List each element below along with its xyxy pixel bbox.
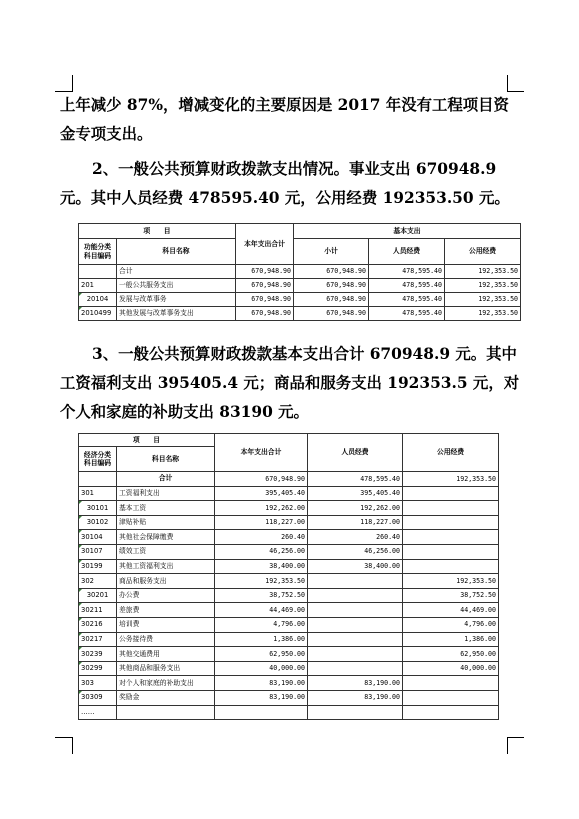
table-row: [79, 632, 499, 647]
cell-name: 发展与改革事务: [117, 293, 236, 307]
cell-total: 1,386.00: [215, 632, 308, 647]
cell-name: 奖励金: [117, 690, 215, 705]
cell-code: 20104: [79, 293, 117, 307]
header-personnel: 人员经费: [369, 239, 445, 265]
cell-personnel: 38,400.00: [308, 559, 403, 574]
crop-mark-bottom-right-h: [507, 737, 524, 738]
cell-personnel: 118,227.00: [308, 515, 403, 530]
cell-total: 44,469.00: [215, 603, 308, 618]
text-line: 2、一般公共预算财政拨款支出情况。事业支出 670948.9: [92, 160, 497, 178]
header-project: 项 目: [79, 434, 215, 447]
table-row: [79, 265, 521, 279]
cell-personnel: 478,595.40: [369, 279, 445, 293]
cell-total: 395,405.40: [215, 486, 308, 501]
cell-total: 192,262.00: [215, 501, 308, 516]
cell-public: 38,752.50: [403, 588, 499, 603]
cell-total: 83,190.00: [215, 690, 308, 705]
table-row: [79, 574, 499, 589]
cell-subtotal: 670,948.90: [294, 279, 369, 293]
cell-public: 192,353.50: [445, 265, 521, 279]
table-row: [79, 279, 521, 293]
cell-code: [79, 472, 117, 487]
cell-name: 合计: [117, 265, 236, 279]
functional-expenditure-table: [78, 223, 521, 321]
cell-name: 工资福利支出: [117, 486, 215, 501]
cell-name: 其他商品和服务支出: [117, 661, 215, 676]
cell-code: 30101: [79, 501, 117, 516]
header-name: 科目名称: [117, 239, 236, 265]
cell-personnel: [308, 647, 403, 662]
cell-total: 4,796.00: [215, 617, 308, 632]
cell-public: [403, 559, 499, 574]
cell-code: 30211: [79, 603, 117, 618]
cell-code: ……: [79, 705, 117, 720]
economic-expenditure-table: [78, 433, 499, 720]
crop-mark-bottom-left-v: [72, 737, 73, 754]
table-row: [79, 588, 499, 603]
header-code: 经济分类 科目编码: [79, 447, 117, 472]
cell-personnel: [308, 588, 403, 603]
cell-public: [403, 501, 499, 516]
cell-total: 670,948.90: [236, 293, 294, 307]
cell-name: 津贴补贴: [117, 515, 215, 530]
cell-code: 30201: [79, 588, 117, 603]
cell-personnel: [308, 705, 403, 720]
header-total: 本年支出合计: [215, 434, 308, 472]
cell-name: 合计: [117, 472, 215, 487]
header-name: 科目名称: [117, 447, 215, 472]
cell-public: [403, 530, 499, 545]
cell-personnel: 260.40: [308, 530, 403, 545]
cell-code: 30217: [79, 632, 117, 647]
cell-public: [403, 705, 499, 720]
paragraph-expenditure-summary: [60, 155, 520, 213]
cell-name: 商品和服务支出: [117, 574, 215, 589]
cell-public: 192,353.50: [403, 472, 499, 487]
header-code: 功能分类 科目编码: [79, 239, 117, 265]
cell-code: 2010499: [79, 307, 117, 321]
cell-code: 30107: [79, 544, 117, 559]
paragraph-decrease-reason: [60, 91, 520, 149]
table-row: [79, 676, 499, 691]
text-line: 元。其中人员经费 478595.40 元，公用经费 192353.50 元。: [60, 189, 510, 207]
cell-total: 670,948.90: [236, 307, 294, 321]
cell-personnel: 478,595.40: [308, 472, 403, 487]
cell-total: 46,256.00: [215, 544, 308, 559]
cell-total: 83,190.00: [215, 676, 308, 691]
cell-public: [403, 515, 499, 530]
cell-total: 62,950.00: [215, 647, 308, 662]
cell-personnel: 192,262.00: [308, 501, 403, 516]
cell-code: 30199: [79, 559, 117, 574]
cell-total: 38,400.00: [215, 559, 308, 574]
cell-public: 192,353.50: [445, 279, 521, 293]
table-row: [79, 486, 499, 501]
paragraph-basic-expenditure: [60, 340, 520, 427]
cell-public: 1,386.00: [403, 632, 499, 647]
header-subtotal: 小计: [294, 239, 369, 265]
cell-personnel: [308, 632, 403, 647]
cell-code: 301: [79, 486, 117, 501]
cell-personnel: 478,595.40: [369, 307, 445, 321]
cell-name: 其他工资福利支出: [117, 559, 215, 574]
cell-public: 40,000.00: [403, 661, 499, 676]
cell-code: 30216: [79, 617, 117, 632]
table-row: [79, 559, 499, 574]
table-row: [79, 501, 499, 516]
table-row: [79, 661, 499, 676]
header-project: 项 目: [79, 224, 236, 239]
cell-personnel: [308, 617, 403, 632]
cell-public: 192,353.50: [445, 293, 521, 307]
cell-name: 办公费: [117, 588, 215, 603]
table-row: [79, 647, 499, 662]
table-row: [79, 515, 499, 530]
crop-mark-top-right-v: [507, 75, 508, 92]
table-row: [79, 472, 499, 487]
cell-public: [403, 676, 499, 691]
cell-total: 670,948.90: [215, 472, 308, 487]
cell-personnel: [308, 574, 403, 589]
cell-total: 260.40: [215, 530, 308, 545]
cell-personnel: 478,595.40: [369, 293, 445, 307]
cell-code: 30299: [79, 661, 117, 676]
cell-public: 192,353.50: [403, 574, 499, 589]
cell-name: 其他发展与改革事务支出: [117, 307, 236, 321]
header-public: 公用经费: [445, 239, 521, 265]
cell-public: [403, 544, 499, 559]
text-line: 工资福利支出 395405.4 元；商品和服务支出 192353.5 元，对: [60, 374, 520, 392]
cell-code: 201: [79, 279, 117, 293]
crop-mark-bottom-right-v: [507, 737, 508, 754]
cell-personnel: 83,190.00: [308, 690, 403, 705]
table-row: [79, 544, 499, 559]
cell-name: 基本工资: [117, 501, 215, 516]
cell-subtotal: 670,948.90: [294, 307, 369, 321]
table-row: [79, 307, 521, 321]
cell-public: 62,950.00: [403, 647, 499, 662]
cell-public: 192,353.50: [445, 307, 521, 321]
cell-code: 303: [79, 676, 117, 691]
cell-code: 30102: [79, 515, 117, 530]
table-row: [79, 705, 499, 720]
cell-name: 差旅费: [117, 603, 215, 618]
crop-mark-top-left-v: [72, 75, 73, 92]
cell-name: 公务接待费: [117, 632, 215, 647]
crop-mark-bottom-left-h: [55, 737, 72, 738]
cell-total: 118,227.00: [215, 515, 308, 530]
cell-public: [403, 690, 499, 705]
cell-total: 40,000.00: [215, 661, 308, 676]
cell-total: 192,353.50: [215, 574, 308, 589]
cell-name: 对个人和家庭的补助支出: [117, 676, 215, 691]
cell-code: 30239: [79, 647, 117, 662]
cell-public: 4,796.00: [403, 617, 499, 632]
header-public: 公用经费: [403, 434, 499, 472]
cell-personnel: [308, 661, 403, 676]
cell-personnel: 83,190.00: [308, 676, 403, 691]
cell-code: 302: [79, 574, 117, 589]
table-row: [79, 690, 499, 705]
cell-name: 其他交通费用: [117, 647, 215, 662]
header-total: 本年支出合计: [236, 224, 294, 265]
cell-personnel: 46,256.00: [308, 544, 403, 559]
cell-name: [117, 705, 215, 720]
cell-subtotal: 670,948.90: [294, 293, 369, 307]
text-line: 上年减少 87%，增减变化的主要原因是 2017 年没有工程项目资: [60, 96, 509, 114]
cell-personnel: 395,405.40: [308, 486, 403, 501]
cell-total: 670,948.90: [236, 279, 294, 293]
header-personnel: 人员经费: [308, 434, 403, 472]
cell-subtotal: 670,948.90: [294, 265, 369, 279]
cell-total: 38,752.50: [215, 588, 308, 603]
text-line: 个人和家庭的补助支出 83190 元。: [60, 403, 309, 421]
cell-personnel: [308, 603, 403, 618]
text-line: 3、一般公共预算财政拨款基本支出合计 670948.9 元。其中: [92, 345, 517, 363]
cell-public: 44,469.00: [403, 603, 499, 618]
cell-total: [215, 705, 308, 720]
cell-name: 其他社会保障缴费: [117, 530, 215, 545]
cell-name: 绩效工资: [117, 544, 215, 559]
cell-code: [79, 265, 117, 279]
table-row: [79, 530, 499, 545]
table-row: [79, 617, 499, 632]
cell-name: 培训费: [117, 617, 215, 632]
cell-total: 670,948.90: [236, 265, 294, 279]
cell-name: 一般公共服务支出: [117, 279, 236, 293]
cell-public: [403, 486, 499, 501]
cell-code: 30309: [79, 690, 117, 705]
cell-code: 30104: [79, 530, 117, 545]
table-row: [79, 293, 521, 307]
text-line: 金专项支出。: [60, 125, 153, 143]
table-row: [79, 603, 499, 618]
header-basic: 基本支出: [294, 224, 521, 239]
cell-personnel: 478,595.40: [369, 265, 445, 279]
